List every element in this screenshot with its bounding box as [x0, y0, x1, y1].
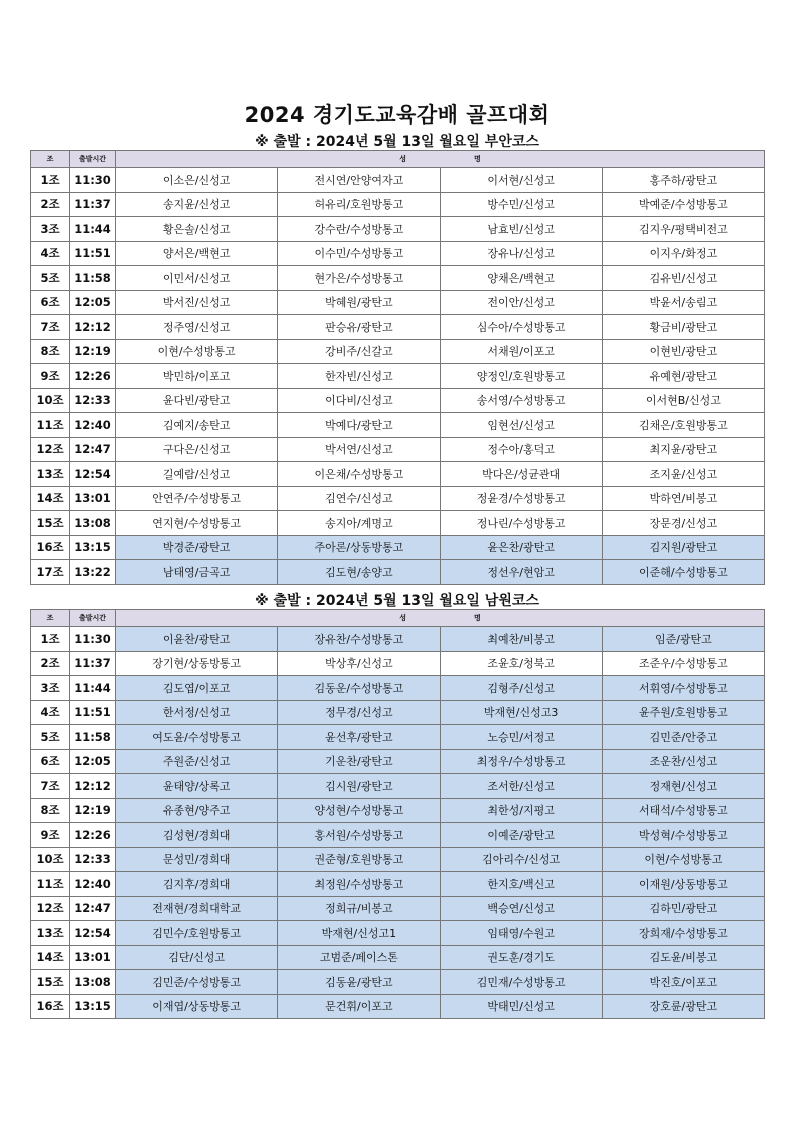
player-cell: 김민수/호원방통고: [116, 921, 278, 946]
group-cell: 11조: [31, 413, 70, 438]
table-row: [31, 872, 765, 897]
table-row: [31, 462, 765, 487]
table-row: [31, 774, 765, 799]
player-cell: 이재엽/상동방통고: [116, 994, 278, 1019]
player-cell: 박서진/신성고: [116, 290, 278, 315]
player-cell: 김지우/평택비전고: [602, 217, 764, 242]
group-cell: 2조: [31, 651, 70, 676]
player-cell: 정선우/현암고: [440, 560, 602, 585]
player-cell: 황은솔/신성고: [116, 217, 278, 242]
table-row: [31, 921, 765, 946]
player-cell: 이예준/광탄고: [440, 823, 602, 848]
player-cell: 장호륜/광탄고: [602, 994, 764, 1019]
table-row: [31, 413, 765, 438]
player-cell: 이은채/수성방통고: [278, 462, 440, 487]
table-row: [31, 627, 765, 652]
player-cell: 홍주하/광탄고: [602, 168, 764, 193]
course-b-table: [30, 609, 765, 1019]
group-cell: 6조: [31, 749, 70, 774]
player-cell: 김도윤/비봉고: [602, 945, 764, 970]
group-cell: 5조: [31, 266, 70, 291]
page-title: 2024 경기도교육감배 골프대회: [244, 103, 550, 127]
table-row: [31, 290, 765, 315]
player-cell: 여도윤/수성방통고: [116, 725, 278, 750]
player-cell: 노승민/서정고: [440, 725, 602, 750]
player-cell: 김시원/광탄고: [278, 774, 440, 799]
player-cell: 한자빈/신성고: [278, 364, 440, 389]
player-cell: 권도훈/경기도: [440, 945, 602, 970]
start-time-cell: 11:44: [70, 217, 116, 242]
start-time-cell: 13:01: [70, 486, 116, 511]
table-row: [31, 339, 765, 364]
player-cell: 최정우/수성방통고: [440, 749, 602, 774]
player-cell: 윤태양/상록고: [116, 774, 278, 799]
player-cell: 이현빈/광탄고: [602, 339, 764, 364]
table-row: [31, 241, 765, 266]
group-cell: 8조: [31, 798, 70, 823]
table-row: [31, 266, 765, 291]
start-time-cell: 12:54: [70, 462, 116, 487]
table-row: [31, 511, 765, 536]
player-cell: 남태영/금곡고: [116, 560, 278, 585]
start-time-cell: 11:30: [70, 168, 116, 193]
player-cell: 임태영/수원고: [440, 921, 602, 946]
player-cell: 고범준/페이스톤: [278, 945, 440, 970]
player-cell: 정나린/수성방통고: [440, 511, 602, 536]
table-row: [31, 315, 765, 340]
player-cell: 정희규/비봉고: [278, 896, 440, 921]
table-row: [31, 676, 765, 701]
player-cell: 조윤호/청북고: [440, 651, 602, 676]
player-cell: 전시연/안양여자고: [278, 168, 440, 193]
table-row: [31, 798, 765, 823]
player-cell: 조준우/수성방통고: [602, 651, 764, 676]
player-cell: 한지호/백신고: [440, 872, 602, 897]
start-time-cell: 11:58: [70, 725, 116, 750]
start-time-cell: 12:26: [70, 364, 116, 389]
start-time-cell: 12:47: [70, 437, 116, 462]
player-cell: 문건휘/이포고: [278, 994, 440, 1019]
start-time-cell: 12:40: [70, 872, 116, 897]
start-time-cell: 11:51: [70, 241, 116, 266]
group-cell: 15조: [31, 511, 70, 536]
player-cell: 판승유/광탄고: [278, 315, 440, 340]
player-cell: 박성혁/수성방통고: [602, 823, 764, 848]
start-time-cell: 12:19: [70, 798, 116, 823]
table-row: [31, 994, 765, 1019]
player-cell: 한서정/신성고: [116, 700, 278, 725]
table-row: [31, 749, 765, 774]
table-row: [31, 535, 765, 560]
group-cell: 2조: [31, 192, 70, 217]
player-cell: 양성현/수성방통고: [278, 798, 440, 823]
table-row: [31, 847, 765, 872]
start-time-cell: 13:15: [70, 535, 116, 560]
player-cell: 이준해/수성방통고: [602, 560, 764, 585]
player-cell: 박재현/신성고1: [278, 921, 440, 946]
group-cell: 7조: [31, 315, 70, 340]
player-cell: 이서현/신성고: [440, 168, 602, 193]
player-cell: 김형주/신성고: [440, 676, 602, 701]
start-time-cell: 11:44: [70, 676, 116, 701]
player-cell: 김민준/수성방통고: [116, 970, 278, 995]
player-cell: 전재현/경희대학교: [116, 896, 278, 921]
group-cell: 16조: [31, 535, 70, 560]
player-cell: 최정원/수성방통고: [278, 872, 440, 897]
player-name-header: [116, 151, 765, 168]
player-cell: 허유리/호원방통고: [278, 192, 440, 217]
group-cell: 12조: [31, 437, 70, 462]
start-time-header: 출발시간: [70, 151, 116, 168]
player-name-header: [116, 610, 765, 627]
player-cell: 이민서/신성고: [116, 266, 278, 291]
course-a-table: [30, 150, 765, 585]
player-cell: 안연주/수성방통고: [116, 486, 278, 511]
player-cell: 김하민/광탄고: [602, 896, 764, 921]
player-cell: 조서한/신성고: [440, 774, 602, 799]
player-cell: 임현선/신성고: [440, 413, 602, 438]
player-cell: 정무경/신성고: [278, 700, 440, 725]
player-cell: 구다은/신성고: [116, 437, 278, 462]
course-a-subtitle: ※ 출발 : 2024년 5월 13일 월요일 부안코스: [255, 134, 539, 150]
group-cell: 13조: [31, 462, 70, 487]
player-cell: 장기현/상동방통고: [116, 651, 278, 676]
group-cell: 6조: [31, 290, 70, 315]
player-cell: 김유빈/신성고: [602, 266, 764, 291]
player-cell: 송지아/계명고: [278, 511, 440, 536]
player-cell: 김연수/신성고: [278, 486, 440, 511]
group-cell: 3조: [31, 217, 70, 242]
player-cell: 박진호/이포고: [602, 970, 764, 995]
group-cell: 8조: [31, 339, 70, 364]
table-header-row: [31, 151, 765, 168]
player-cell: 이소은/신성고: [116, 168, 278, 193]
table-row: [31, 217, 765, 242]
player-cell: 주아론/상동방통고: [278, 535, 440, 560]
start-time-cell: 12:05: [70, 290, 116, 315]
player-cell: 서채원/이포고: [440, 339, 602, 364]
player-cell: 박태민/신성고: [440, 994, 602, 1019]
group-cell: 14조: [31, 486, 70, 511]
player-cell: 이현/수성방통고: [602, 847, 764, 872]
player-cell: 이수민/수성방통고: [278, 241, 440, 266]
player-cell: 김민준/안중고: [602, 725, 764, 750]
player-cell: 정수아/홍덕고: [440, 437, 602, 462]
group-cell: 1조: [31, 168, 70, 193]
player-cell: 강수란/수성방통고: [278, 217, 440, 242]
player-cell: 이지우/화정고: [602, 241, 764, 266]
group-header: 조: [31, 151, 70, 168]
player-cell: 유종현/양주고: [116, 798, 278, 823]
start-time-cell: 11:51: [70, 700, 116, 725]
table-row: [31, 725, 765, 750]
player-cell: 김아리수/신성고: [440, 847, 602, 872]
player-cell: 김예지/송탄고: [116, 413, 278, 438]
start-time-header: 출발시간: [70, 610, 116, 627]
player-cell: 양정인/호원방통고: [440, 364, 602, 389]
start-time-cell: 12:40: [70, 413, 116, 438]
player-cell: 방수민/신성고: [440, 192, 602, 217]
player-cell: 이윤찬/광탄고: [116, 627, 278, 652]
player-cell: 장희재/수성방통고: [602, 921, 764, 946]
player-cell: 장문경/신성고: [602, 511, 764, 536]
player-cell: 길예람/신성고: [116, 462, 278, 487]
start-time-cell: 12:05: [70, 749, 116, 774]
player-cell: 조운찬/신성고: [602, 749, 764, 774]
name-header-char-1: 성: [399, 614, 406, 622]
player-cell: 장유나/신성고: [440, 241, 602, 266]
table-row: [31, 168, 765, 193]
player-cell: 박경준/광탄고: [116, 535, 278, 560]
player-cell: 기운찬/광탄고: [278, 749, 440, 774]
player-cell: 윤은찬/광탄고: [440, 535, 602, 560]
player-cell: 김채은/호원방통고: [602, 413, 764, 438]
player-cell: 박상후/신성고: [278, 651, 440, 676]
course-b-subtitle: ※ 출발 : 2024년 5월 13일 월요일 남원코스: [255, 593, 539, 609]
player-cell: 최한성/지평고: [440, 798, 602, 823]
player-cell: 주원준/신성고: [116, 749, 278, 774]
player-cell: 김지원/광탄고: [602, 535, 764, 560]
start-time-cell: 12:12: [70, 774, 116, 799]
group-cell: 11조: [31, 872, 70, 897]
player-cell: 김성현/경희대: [116, 823, 278, 848]
player-cell: 박다은/성균관대: [440, 462, 602, 487]
player-cell: 양채은/백현고: [440, 266, 602, 291]
player-cell: 임준/광탄고: [602, 627, 764, 652]
table-row: [31, 945, 765, 970]
group-cell: 10조: [31, 847, 70, 872]
group-cell: 7조: [31, 774, 70, 799]
group-cell: 15조: [31, 970, 70, 995]
player-cell: 양서은/백현고: [116, 241, 278, 266]
group-cell: 1조: [31, 627, 70, 652]
player-cell: 최예찬/비봉고: [440, 627, 602, 652]
player-cell: 박혜원/광탄고: [278, 290, 440, 315]
group-cell: 4조: [31, 241, 70, 266]
start-time-cell: 11:37: [70, 192, 116, 217]
group-cell: 4조: [31, 700, 70, 725]
start-time-cell: 13:01: [70, 945, 116, 970]
player-cell: 윤주원/호원방통고: [602, 700, 764, 725]
group-cell: 16조: [31, 994, 70, 1019]
player-cell: 백승연/신성고: [440, 896, 602, 921]
table-row: [31, 437, 765, 462]
table-header-row: [31, 610, 765, 627]
player-cell: 김동운/수성방통고: [278, 676, 440, 701]
name-header-char-2: 명: [474, 614, 481, 622]
group-header: 조: [31, 610, 70, 627]
start-time-cell: 11:58: [70, 266, 116, 291]
start-time-cell: 12:33: [70, 847, 116, 872]
group-cell: 17조: [31, 560, 70, 585]
player-cell: 윤선후/광탄고: [278, 725, 440, 750]
table-row: [31, 388, 765, 413]
player-cell: 박서연/신성고: [278, 437, 440, 462]
start-time-cell: 13:15: [70, 994, 116, 1019]
start-time-cell: 12:19: [70, 339, 116, 364]
group-cell: 3조: [31, 676, 70, 701]
player-cell: 이서현B/신성고: [602, 388, 764, 413]
start-time-cell: 12:54: [70, 921, 116, 946]
start-time-cell: 13:08: [70, 970, 116, 995]
player-cell: 심수아/수성방통고: [440, 315, 602, 340]
start-time-cell: 12:33: [70, 388, 116, 413]
start-time-cell: 12:47: [70, 896, 116, 921]
player-cell: 황금비/광탄고: [602, 315, 764, 340]
player-cell: 서휘영/수성방통고: [602, 676, 764, 701]
group-cell: 5조: [31, 725, 70, 750]
table-row: [31, 364, 765, 389]
name-header-char-2: 명: [474, 155, 481, 163]
player-cell: 정윤경/수성방통고: [440, 486, 602, 511]
player-cell: 박하연/비봉고: [602, 486, 764, 511]
table-row: [31, 192, 765, 217]
player-cell: 박민하/이포고: [116, 364, 278, 389]
player-cell: 장유찬/수성방통고: [278, 627, 440, 652]
group-cell: 9조: [31, 823, 70, 848]
player-cell: 서태석/수성방통고: [602, 798, 764, 823]
player-cell: 김도현/송양고: [278, 560, 440, 585]
player-cell: 윤다빈/광탄고: [116, 388, 278, 413]
player-cell: 홍서원/수성방통고: [278, 823, 440, 848]
player-cell: 연지현/수성방통고: [116, 511, 278, 536]
table-row: [31, 896, 765, 921]
name-header-char-1: 성: [399, 155, 406, 163]
start-time-cell: 12:26: [70, 823, 116, 848]
player-cell: 김민재/수성방통고: [440, 970, 602, 995]
player-cell: 정재현/신성고: [602, 774, 764, 799]
player-cell: 송서영/수성방통고: [440, 388, 602, 413]
group-cell: 13조: [31, 921, 70, 946]
start-time-cell: 13:08: [70, 511, 116, 536]
player-cell: 현가은/수성방통고: [278, 266, 440, 291]
player-cell: 유예현/광탄고: [602, 364, 764, 389]
player-cell: 김지후/경희대: [116, 872, 278, 897]
player-cell: 남효빈/신성고: [440, 217, 602, 242]
player-cell: 이다비/신성고: [278, 388, 440, 413]
player-cell: 박예준/수성방통고: [602, 192, 764, 217]
player-cell: 이현/수성방통고: [116, 339, 278, 364]
player-cell: 정주영/신성고: [116, 315, 278, 340]
player-cell: 김동윤/광탄고: [278, 970, 440, 995]
player-cell: 김단/신성고: [116, 945, 278, 970]
player-cell: 이재원/상동방통고: [602, 872, 764, 897]
player-cell: 박예다/광탄고: [278, 413, 440, 438]
player-cell: 문성민/경희대: [116, 847, 278, 872]
player-cell: 김도엽/이포고: [116, 676, 278, 701]
group-cell: 14조: [31, 945, 70, 970]
start-time-cell: 11:37: [70, 651, 116, 676]
group-cell: 9조: [31, 364, 70, 389]
player-cell: 강비주/신갈고: [278, 339, 440, 364]
table-row: [31, 700, 765, 725]
table-row: [31, 970, 765, 995]
player-cell: 전이안/신성고: [440, 290, 602, 315]
player-cell: 박윤서/송림고: [602, 290, 764, 315]
group-cell: 10조: [31, 388, 70, 413]
table-row: [31, 560, 765, 585]
group-cell: 12조: [31, 896, 70, 921]
player-cell: 최지윤/광탄고: [602, 437, 764, 462]
player-cell: 송지윤/신성고: [116, 192, 278, 217]
player-cell: 조지윤/신성고: [602, 462, 764, 487]
start-time-cell: 13:22: [70, 560, 116, 585]
table-row: [31, 823, 765, 848]
player-cell: 박재현/신성고3: [440, 700, 602, 725]
start-time-cell: 11:30: [70, 627, 116, 652]
table-row: [31, 486, 765, 511]
table-row: [31, 651, 765, 676]
start-time-cell: 12:12: [70, 315, 116, 340]
player-cell: 권준형/호원방통고: [278, 847, 440, 872]
